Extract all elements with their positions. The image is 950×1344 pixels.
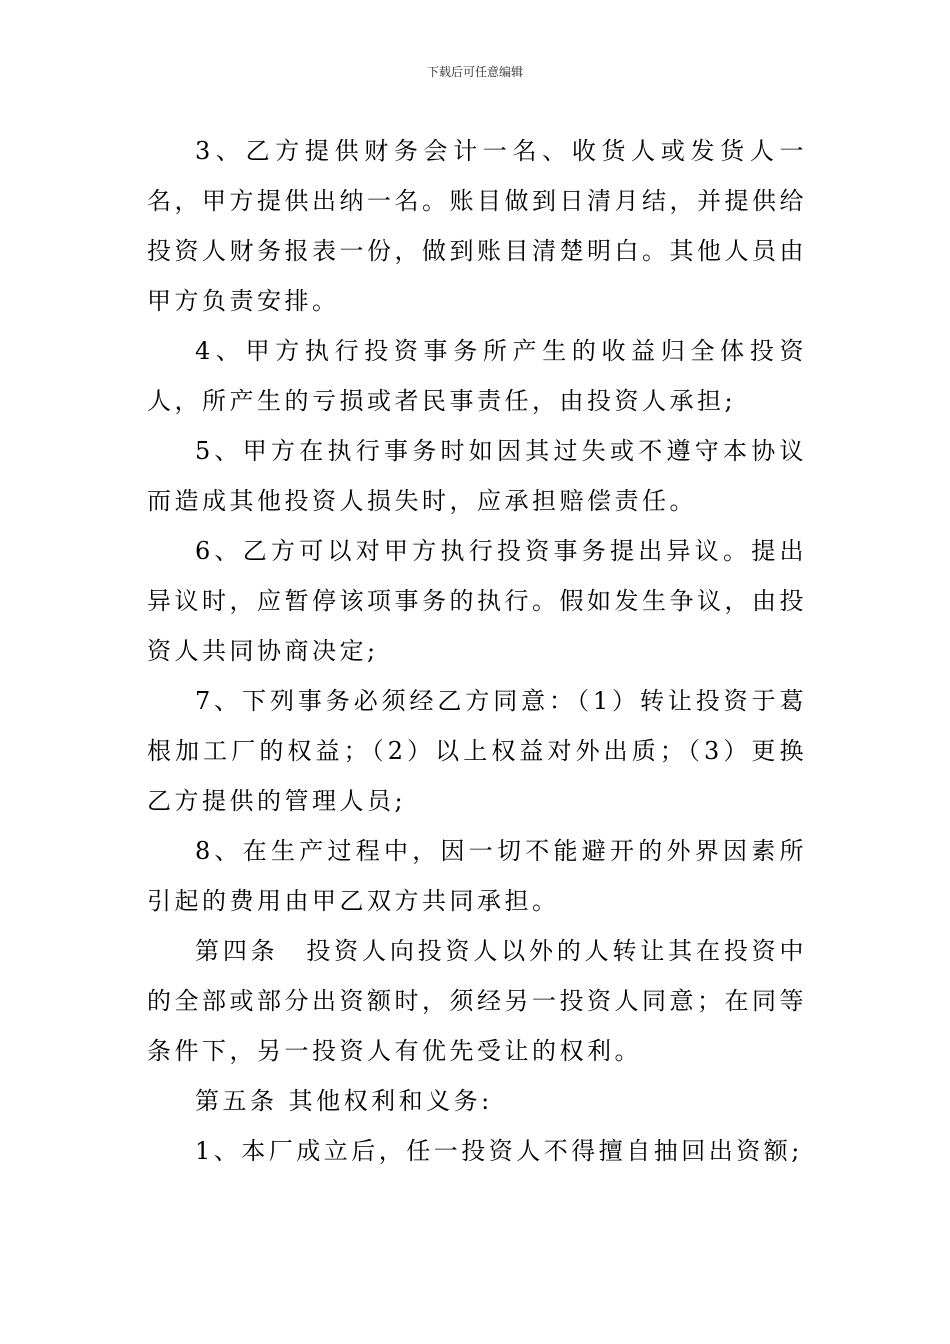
page-header-note: 下载后可任意编辑 — [426, 65, 523, 79]
clause-paragraph-3: 3、乙方提供财务会计一名、收货人或发货人一名，甲方提供出纳一名。账目做到日清月结，并提供给投资人财务报表一份，做到账目清楚明白。其他人员由甲方负责安排。 — [147, 137, 807, 315]
article-five-clause-1: 1、本厂成立后，任一投资人不得擅自抽回出资额; — [195, 1137, 803, 1165]
clause-paragraph-7: 7、下列事务必须经乙方同意：（1）转让投资于葛根加工厂的权益；（2）以上权益对外出质；（3）更换乙方提供的管理人员; — [147, 687, 807, 815]
clause-paragraph-6: 6、乙方可以对甲方执行投资事务提出异议。提出异议时，应暂停该项事务的执行。假如发生争议，由投资人共同协商决定; — [147, 537, 807, 665]
article-five-heading: 第五条 其他权利和义务: — [195, 1087, 493, 1115]
document-body — [147, 126, 807, 1176]
clause-paragraph-5: 5、甲方在执行事务时如因其过失或不遵守本协议而造成其他投资人损失时，应承担赔偿责任。 — [147, 437, 807, 515]
article-four-paragraph: 第四条 投资人向投资人以外的人转让其在投资中的全部或部分出资额时，须经另一投资人同意；在同等条件下，另一投资人有优先受让的权利。 — [147, 937, 807, 1065]
clause-paragraph-4: 4、甲方执行投资事务所产生的收益归全体投资人，所产生的亏损或者民事责任，由投资人承担; — [147, 337, 807, 415]
clause-paragraph-8: 8、在生产过程中，因一切不能避开的外界因素所引起的费用由甲乙双方共同承担。 — [147, 837, 807, 915]
